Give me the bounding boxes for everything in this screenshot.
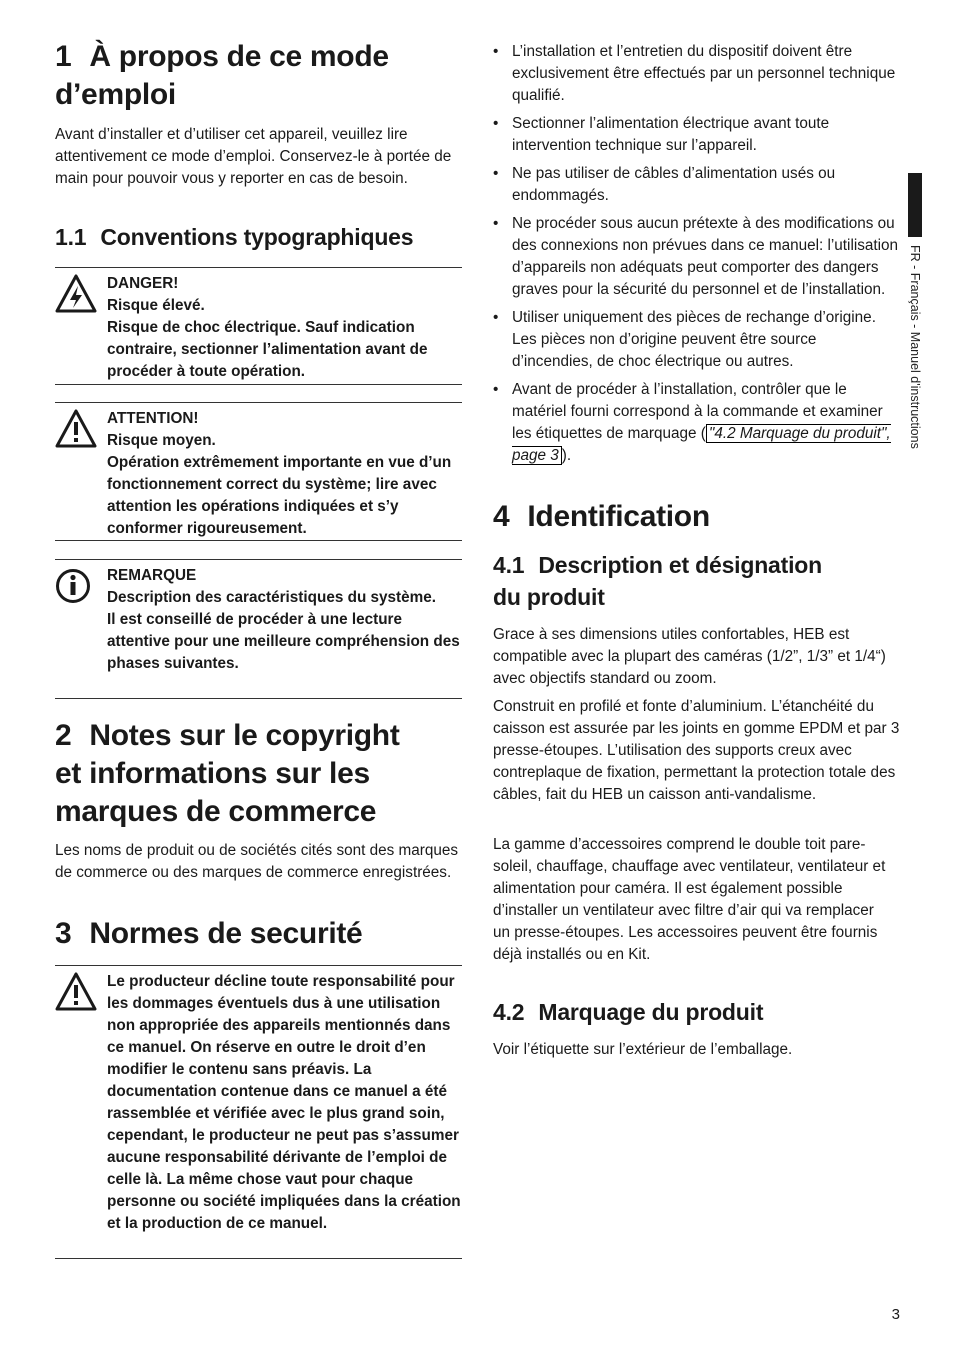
section-title: Normes de securité [89, 917, 363, 950]
section-number: 3 [55, 917, 72, 950]
list-item-text: Ne pas utiliser de câbles d’alimentation usés ou endommagés. [512, 165, 836, 204]
warning-icon [55, 408, 97, 450]
section-1-1-heading [55, 221, 462, 253]
section-2-body: Les noms de produit ou de sociétés cités sont des marques de commerce ou des marques de commerce enregistrées. [55, 842, 459, 881]
list-item [493, 163, 901, 207]
list-item-text: Utiliser uniquement des pièces de rechange d’origine. Les pièces non d’origine peuvent être source d’incendies, de choc électrique ou autres. [512, 309, 876, 370]
section-4-1-heading [493, 549, 901, 613]
section-title-line: d’emploi [55, 78, 176, 111]
section-number: 4.2 [493, 999, 525, 1025]
list-item [493, 213, 901, 301]
warning-icon [55, 971, 97, 1013]
bullet: • [493, 165, 499, 182]
sidebar-language-label: FR - Français - Manuel d'instructions [908, 245, 922, 449]
side-tab-marker [908, 173, 922, 237]
list-item-text: Avant de procéder à l’installation, contrôler que le matériel fourni correspond à la commande et examiner les étiquettes de marquage ( [512, 381, 883, 442]
bullet: • [493, 115, 499, 132]
bullet: • [493, 43, 499, 60]
electric-warning-icon [55, 273, 97, 315]
security-notice [55, 965, 462, 1259]
notice-text: Risque de choc électrique. Sauf indication contraire, sectionner l’alimentation avant de procéder à toute opération. [107, 319, 428, 380]
bullet: • [493, 215, 499, 232]
list-item-text: Sectionner l’alimentation électrique avant toute intervention technique sur l’appareil. [512, 115, 830, 154]
list-item [493, 379, 901, 467]
notice-level: Risque élevé. [107, 297, 205, 314]
attention-notice [55, 402, 462, 541]
list-item [493, 41, 901, 107]
section-title-line: Description et désignation [538, 552, 822, 578]
notice-label: DANGER! [107, 275, 179, 292]
paragraph: La gamme d’accessoires comprend le double toit pare-soleil, chauffage, chauffage avec ventilateur, ventilateur et alimentation pour caméra. Il est également possible d’installer un ventilateur avec filtre d’air qui va remplacer un presse-étoupes. Les accessoires peuvent être fournis déjà installés ou en Kit. [493, 836, 886, 963]
cross-reference-link[interactable]: "4.2 Marquage du produit", page 3 [512, 425, 891, 464]
notice-text: Il est conseillé de procéder à une lecture attentive pour une meilleure compréhension des phases suivantes. [107, 611, 460, 672]
section-title-line: marques de commerce [55, 795, 377, 828]
section-number: 2 [55, 719, 72, 752]
remark-notice [55, 559, 462, 699]
section-title: Conventions typographiques [100, 224, 414, 250]
section-2-heading [55, 717, 462, 831]
section-title-line: À propos de ce mode [89, 40, 389, 73]
info-icon [55, 565, 97, 607]
list-item-text: L’installation et l’entretien du dispositif doivent être exclusivement être effectués par un personnel technique qualifié. [512, 43, 896, 104]
page-number: 3 [891, 1306, 900, 1323]
notice-label: ATTENTION! [107, 410, 199, 427]
section-3-heading [55, 915, 462, 953]
section-title: Marquage du produit [538, 999, 764, 1025]
section-title-line: et informations sur les [55, 757, 370, 790]
notice-level: Risque moyen. [107, 432, 216, 449]
bullet: • [493, 381, 499, 398]
section-title-line: du produit [493, 584, 605, 610]
section-title: Identification [527, 500, 710, 533]
section-1-body: Avant d’installer et d’utiliser cet appareil, veuillez lire attentivement ce mode d’emploi. Conservez-le à portée de main pour pouvoir vous y reporter en cas de besoin. [55, 126, 452, 187]
section-4-2-heading [493, 996, 901, 1028]
list-item-text: Ne procéder sous aucun prétexte à des modifications ou des connexions non prévues dans ce manuel: l’utilisation d’appareils non adéquats peut comporter des dangers graves pour la sécurité du personnel et de l’installation. [512, 215, 899, 298]
section-title-line: Notes sur le copyright [89, 719, 400, 752]
notice-text: Opération extrêmement importante en vue d’un fonctionnement correct du système; lire avec attention les opérations indiquées et s’y conformer rigoureusement. [107, 454, 452, 537]
section-number: 1.1 [55, 224, 87, 250]
list-item-text: ). [561, 447, 572, 464]
section-number: 4.1 [493, 552, 525, 578]
section-1-heading [55, 38, 462, 114]
section-4-heading [493, 498, 901, 536]
list-item [493, 113, 901, 157]
list-item [493, 307, 901, 373]
notice-text: Le producteur décline toute responsabilité pour les dommages éventuels dus à une utilisation non appropriée des appareils mentionnés dans ce manuel. On réserve en outre le droit d’en modifier le contenu sans préavis. La documentation contenue dans ce manuel a été rassemblée et vérifiée avec le plus grand soin, cependant, le producteur ne peut pas s’assumer aucune responsabilité dérivante de l’emploi de celle là. La même chose vaut pour chaque personne ou société impliquées dans la création et la production de ce manuel. [107, 973, 461, 1232]
notice-level: Description des caractéristiques du système. [107, 589, 437, 606]
bullet: • [493, 309, 499, 326]
paragraph: Construit en profilé et fonte d’aluminium. L’étanchéité du caisson est assurée par les joints en gomme EPDM et par 3 presse-étoupes. L’utilisation des supports creux avec contreplaque de fixation, permettant la protection totale des câbles, fait du HEB un caisson anti-vandalisme. [493, 698, 900, 803]
section-number: 1 [55, 40, 72, 73]
notice-label: REMARQUE [107, 567, 197, 584]
paragraph: Voir l’étiquette sur l’extérieur de l’emballage. [493, 1041, 793, 1058]
paragraph: Grace à ses dimensions utiles confortables, HEB est compatible avec la plupart des caméras (1/2”, 1/3” et 1/4“) avec objectifs standard ou zoom. [493, 626, 886, 687]
section-number: 4 [493, 500, 510, 533]
danger-notice [55, 267, 462, 385]
safety-list [493, 41, 901, 473]
